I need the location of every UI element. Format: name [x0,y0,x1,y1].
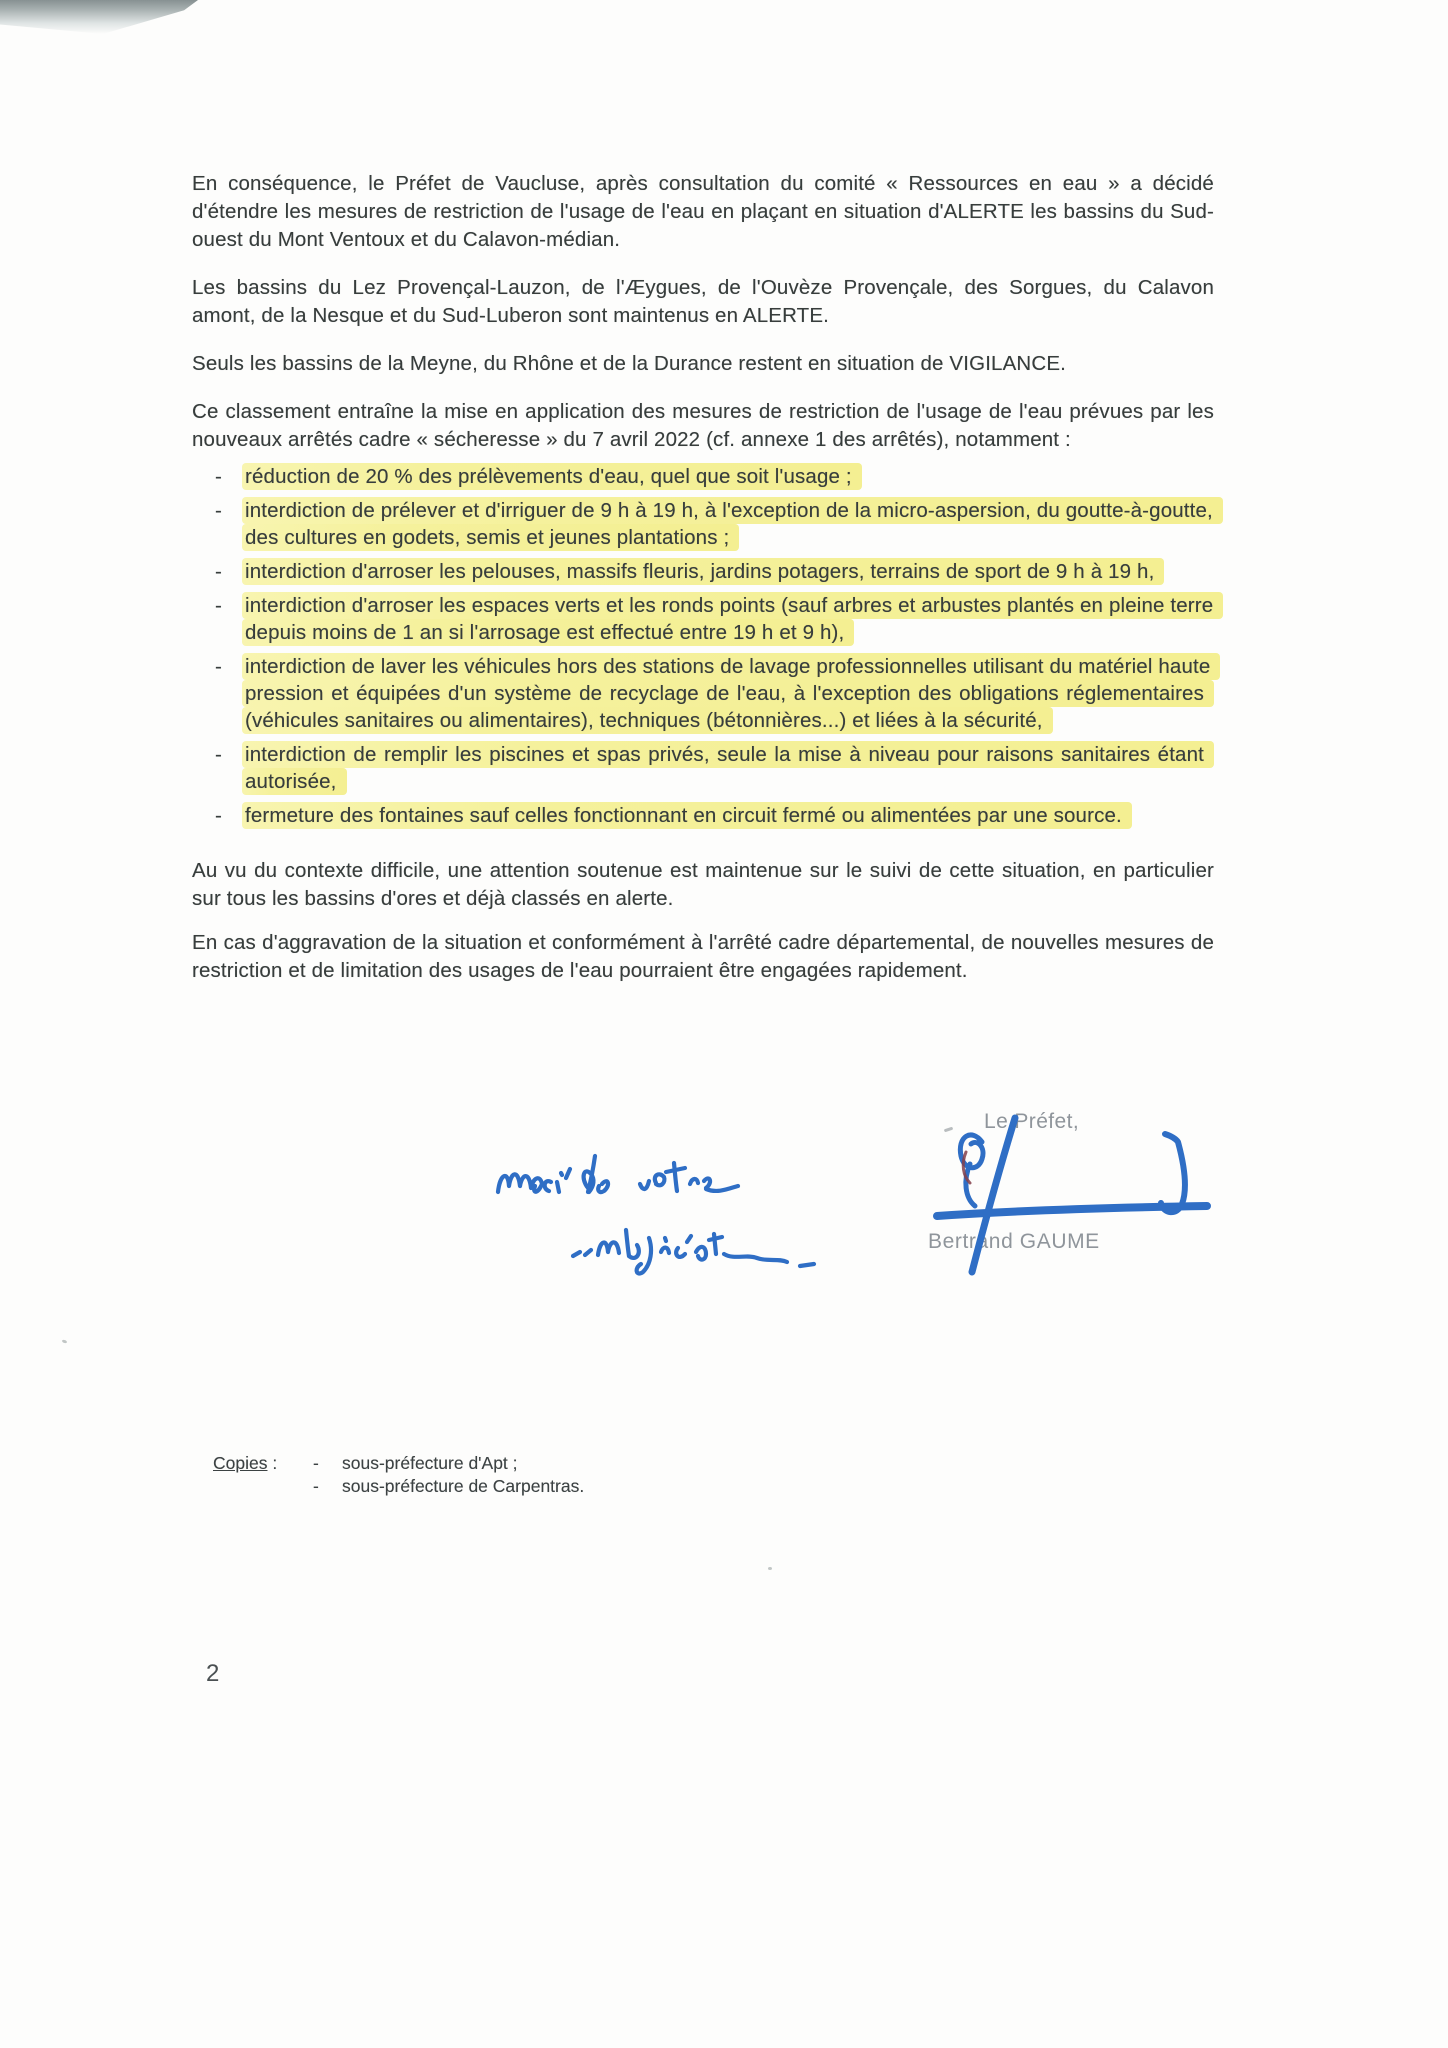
list-item [192,653,1214,734]
list-dash: - [215,560,222,583]
highlighted-text: fermeture des fontaines sauf celles fonctionnant en circuit fermé ou alimentées par une source. [242,802,1132,829]
list-dash: - [215,655,222,678]
list-dash: - [313,1476,319,1496]
highlighted-text: interdiction de laver les véhicules hors des stations de lavage professionnelles utilisant du matériel haute pression et équipées d'un système de recyclage de l'eau, à l'exception des obligations réglementaires (véhicules sanitaires ou alimentaires), techniques (bétonnières...) et liées à la sécurité, [242,653,1220,734]
list-dash: - [215,743,222,766]
list-dash: - [215,465,222,488]
list-dash: - [215,499,222,522]
copies-row [213,1452,584,1475]
paragraph-consequence: En conséquence, le Préfet de Vaucluse, après consultation du comité « Ressources en eau » a décidé d'étendre les mesures de restriction de l'usage de l'eau en plaçant en situation d'ALERTE les bassins du Sud-ouest du Mont Ventoux et du Calavon-médian. [192,172,1214,251]
copies-label [213,1475,313,1498]
paragraph-contexte: Au vu du contexte difficile, une attention soutenue est maintenue sur le suivi de cette situation, en particulier sur tous les bassins d'ores et déjà classés en alerte. [192,859,1214,910]
list-dash: - [215,594,222,617]
list-item [192,802,1214,829]
copies-label: Copies : [213,1453,278,1473]
list-item [192,558,1214,585]
copies-item: sous-préfecture de Carpentras. [342,1476,585,1496]
highlighted-text: interdiction de remplir les piscines et spas privés, seule la mise à niveau pour raisons sanitaires étant autorisée, [242,741,1214,795]
paragraph-aggravation: En cas d'aggravation de la situation et conformément à l'arrêté cadre départemental, de nouvelles mesures de restriction et de limitation des usages de l'eau pourraient être engagées rapidement. [192,931,1214,982]
list-dash: - [215,804,222,827]
list-item [192,592,1214,646]
scan-speck [62,1339,68,1344]
list-item [192,497,1214,551]
list-item [192,741,1214,795]
handwritten-note [488,1134,838,1284]
list-dash: - [313,1453,319,1473]
paragraph-classement: Ce classement entraîne la mise en application des mesures de restriction de l'usage de l'eau prévues par les nouveaux arrêtés cadre « sécheresse » du 7 avril 2022 (cf. annexe 1 des arrêtés), notamment : [192,400,1214,451]
restrictions-list [192,463,1214,829]
copies-section [213,1452,584,1498]
highlighted-text: interdiction d'arroser les espaces verts et les ronds points (sauf arbres et arbustes plantés en pleine terre depuis moins de 1 an si l'arrosage est effectué entre 19 h et 9 h), [242,592,1223,646]
signature-title: Le Préfet, [984,1110,1080,1133]
signature-name: Bertrand GAUME [928,1230,1100,1253]
document-body [192,170,1214,1005]
signature-scribble [925,1112,1225,1282]
scan-speck [768,1567,772,1570]
copies-item: sous-préfecture d'Apt ; [342,1453,518,1473]
paragraph-bassins-vigilance: Seuls les bassins de la Meyne, du Rhône et de la Durance restent en situation de VIGILANCE. [192,352,1066,375]
copies-row [213,1475,584,1498]
list-item [192,463,1214,490]
highlighted-text: réduction de 20 % des prélèvements d'eau, quel que soit l'usage ; [242,463,862,490]
page-corner-scan-artifact [0,0,198,34]
highlighted-text: interdiction d'arroser les pelouses, massifs fleuris, jardins potagers, terrains de sport de 9 h à 19 h, [242,558,1164,585]
highlighted-text: interdiction de prélever et d'irriguer de 9 h à 19 h, à l'exception de la micro-aspersion, du goutte-à-goutte, des cultures en godets, semis et jeunes plantations ; [242,497,1223,551]
page-number: 2 [206,1660,220,1687]
paragraph-bassins-alerte: Les bassins du Lez Provençal-Lauzon, de l'Æygues, de l'Ouvèze Provençale, des Sorgues, du Calavon amont, de la Nesque et du Sud-Luberon sont maintenus en ALERTE. [192,276,1214,327]
